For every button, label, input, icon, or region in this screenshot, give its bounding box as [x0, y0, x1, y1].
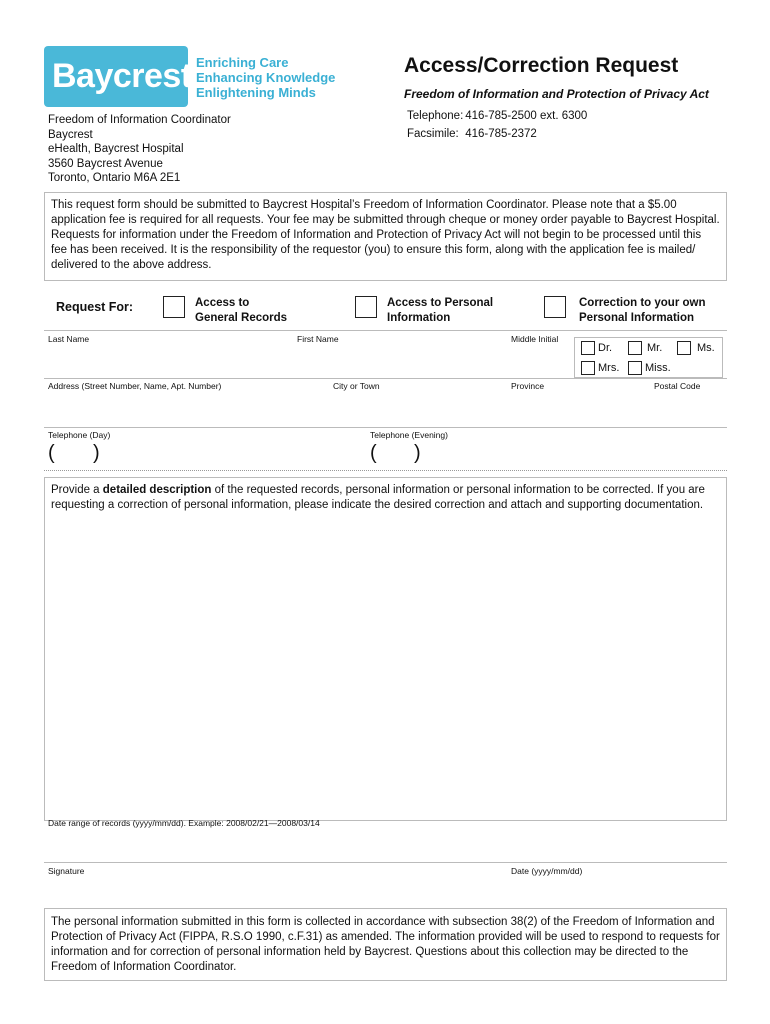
- area-code-close: ): [414, 442, 421, 464]
- address-line: Toronto, Ontario M6A 2E1: [48, 172, 181, 184]
- tagline-1: Enriching Care: [196, 55, 289, 70]
- address-line: Baycrest: [48, 128, 93, 141]
- telephone-day-input[interactable]: [110, 444, 350, 466]
- option-line: General Records: [195, 312, 288, 324]
- description-box[interactable]: [44, 477, 727, 821]
- logo-wordmark: Baycrest: [52, 57, 192, 95]
- option-line: Personal Information: [579, 312, 695, 324]
- date-input[interactable]: [507, 834, 723, 860]
- area-code-open: (: [48, 442, 55, 464]
- fax-label: Facsimile:: [407, 128, 459, 140]
- first-name-label: First Name: [297, 334, 339, 344]
- form-subtitle: Freedom of Information and Protection of Privacy Act: [404, 87, 709, 101]
- correction-checkbox[interactable]: [544, 296, 566, 318]
- correction-option: [579, 296, 706, 326]
- personal-info-option: [387, 296, 493, 326]
- tagline-2: Enhancing Knowledge: [196, 70, 336, 85]
- personal-info-checkbox[interactable]: [355, 296, 377, 318]
- signature-label: Signature: [48, 866, 85, 876]
- mr-checkbox[interactable]: [628, 341, 642, 355]
- address-input[interactable]: [44, 393, 727, 423]
- ms-checkbox[interactable]: [677, 341, 691, 355]
- description-prefix: Provide a: [51, 484, 103, 496]
- telephone-evening-input[interactable]: [430, 444, 720, 466]
- option-line: Access to: [195, 297, 250, 309]
- option-line: Access to Personal: [387, 297, 494, 309]
- privacy-notice: The personal information submitted in this form is collected in accordance with subsection 38(2) of the Freedom of Information and Protection of Privacy Act (FIPPA, R.S.O 1990, c.F.31) as amended. The information provided will be used to respond to requests for information and for correction of personal information held by Baycrest. Questions about this collection may be directed to the Freedom of Information Coordinator.: [44, 908, 727, 981]
- mrs-checkbox[interactable]: [581, 361, 595, 375]
- divider: [44, 427, 727, 428]
- signature-line: [44, 862, 727, 863]
- description-suffix: of the requested records, personal information or personal information to be corrected. If you are requesting a correction of personal information, please indicate the desired correction and attach and supporting documentation.: [51, 484, 705, 511]
- date-range-label: Date range of records (yyyy/mm/dd). Example: 2008/02/21—2008/03/14: [48, 818, 320, 828]
- signature-input[interactable]: [44, 834, 484, 860]
- telephone-label: Telephone:: [407, 110, 464, 122]
- area-code-close: ): [93, 442, 100, 464]
- mr-label: Mr.: [647, 342, 663, 354]
- request-for-label: Request For:: [56, 300, 134, 314]
- divider: [44, 330, 727, 331]
- form-title: Access/Correction Request: [404, 54, 679, 77]
- postal-code-label: Postal Code: [654, 381, 701, 391]
- option-line: Information: [387, 312, 451, 324]
- description-emphasis: detailed description: [102, 484, 212, 496]
- coordinator-address: [48, 113, 231, 186]
- telephone-row: [407, 110, 587, 122]
- general-records-checkbox[interactable]: [163, 296, 185, 318]
- dr-checkbox[interactable]: [581, 341, 595, 355]
- miss-checkbox[interactable]: [628, 361, 642, 375]
- address-line: 3560 Baycrest Avenue: [48, 157, 163, 170]
- telephone-evening-label: Telephone (Evening): [370, 430, 448, 440]
- name-input[interactable]: [44, 345, 569, 369]
- ms-label: Ms.: [697, 342, 715, 354]
- divider: [44, 470, 727, 471]
- last-name-label: Last Name: [48, 334, 90, 344]
- area-code-open: (: [370, 442, 377, 464]
- address-line: Freedom of Information Coordinator: [48, 114, 231, 126]
- middle-initial-label: Middle Initial: [511, 334, 559, 344]
- submission-notice: This request form should be submitted to Baycrest Hospital’s Freedom of Information Coordinator. Please note that a $5.00 application fee is required for all requests. Your fee may be submitted through cheque or money order payable to Baycrest Hospital. Requests for information under the Freedom of Information and Protection of Privacy Act will not begin to be processed until this fee has been received. It is the responsibility of the requestor (you) to ensure this form, along with the application fee is mailed/ delivered to the above address.: [44, 192, 727, 281]
- telephone-value: 416-785-2500 ext. 6300: [465, 110, 588, 122]
- address-label: Address (Street Number, Name, Apt. Number): [48, 381, 222, 391]
- address-line: eHealth, Baycrest Hospital: [48, 143, 184, 155]
- fax-value: 416-785-2372: [465, 128, 537, 140]
- general-records-option: [195, 296, 287, 326]
- option-line: Correction to your own: [579, 297, 706, 309]
- miss-label: Miss.: [645, 362, 671, 374]
- city-label: City or Town: [333, 381, 380, 391]
- dr-label: Dr.: [598, 342, 613, 354]
- province-label: Province: [511, 381, 545, 391]
- mrs-label: Mrs.: [598, 362, 620, 374]
- fax-row: [407, 128, 537, 140]
- date-label: Date (yyyy/mm/dd): [511, 866, 583, 876]
- divider: [44, 378, 727, 379]
- tagline-3: Enlightening Minds: [196, 85, 316, 100]
- telephone-day-label: Telephone (Day): [48, 430, 111, 440]
